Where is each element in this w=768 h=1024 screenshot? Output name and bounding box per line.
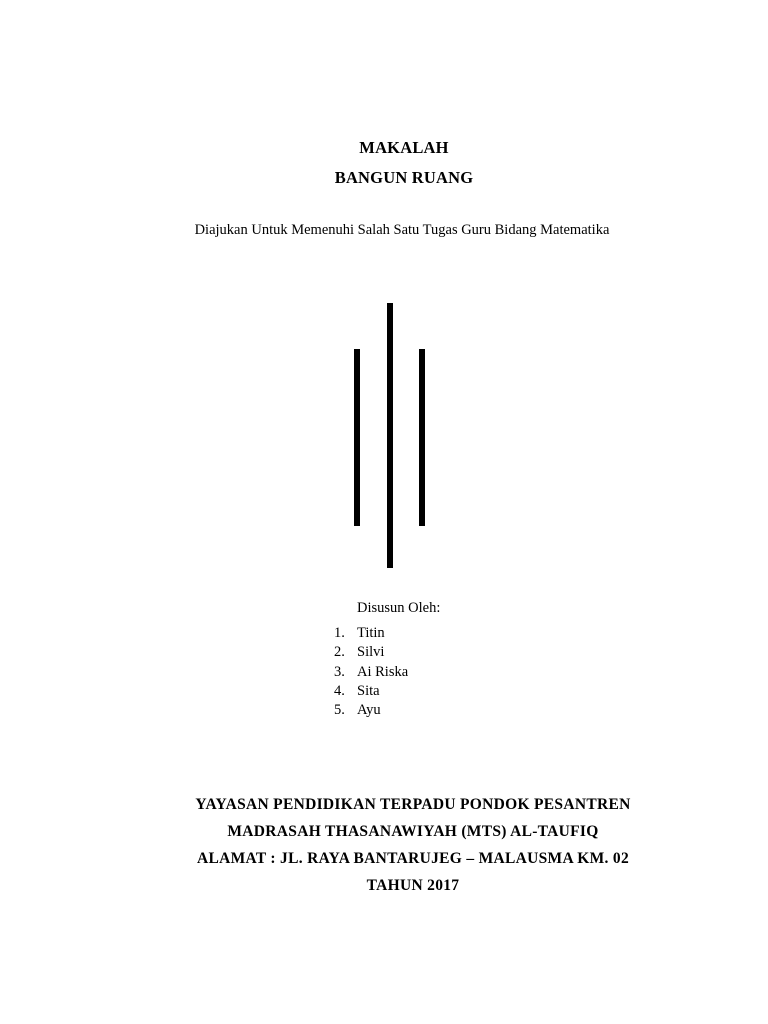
decorative-bar-left — [354, 349, 360, 526]
list-item — [334, 663, 408, 682]
list-number: 3. — [334, 663, 345, 680]
document-title: MAKALAH — [359, 138, 449, 157]
document-purpose: Diajukan Untuk Memenuhi Salah Satu Tugas Guru Bidang Matematika — [194, 222, 610, 238]
list-item — [334, 682, 408, 701]
decorative-bar-right — [419, 349, 425, 526]
document-year: TAHUN 2017 — [366, 877, 460, 894]
author-name: Ai Riska — [357, 663, 409, 680]
list-number: 1. — [334, 625, 345, 641]
institution-address: ALAMAT : JL. RAYA BANTARUJEG – MALAUSMA KM. 02 — [196, 850, 630, 867]
author-name: Sita — [357, 682, 380, 699]
author-heading: Disusun Oleh: — [357, 600, 441, 616]
list-number: 2. — [334, 644, 345, 661]
author-name: Silvi — [357, 644, 385, 661]
institution-foundation: YAYASAN PENDIDIKAN TERPADU PONDOK PESANTREN — [195, 796, 631, 813]
institution-school: MADRASAH THASANAWIYAH (MTS) AL-TAUFIQ — [227, 823, 599, 840]
list-item — [334, 701, 408, 720]
list-item — [334, 624, 408, 643]
list-number: 5. — [334, 702, 345, 719]
decorative-bar-center — [387, 303, 393, 568]
author-list — [334, 624, 408, 720]
list-item — [334, 643, 408, 662]
list-number: 4. — [334, 682, 345, 699]
author-name: Ayu — [357, 702, 381, 719]
author-name: Titin — [357, 625, 385, 641]
document-subject: BANGUN RUANG — [334, 168, 474, 187]
